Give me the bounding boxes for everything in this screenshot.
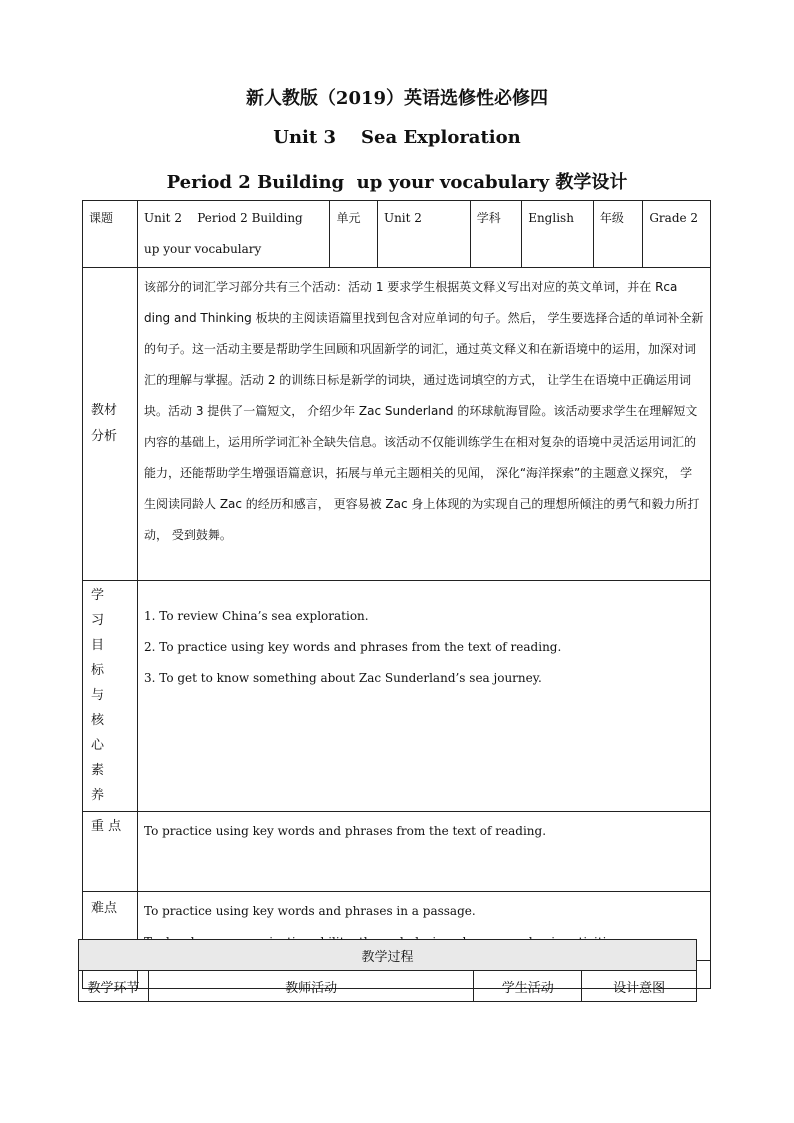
- process-title-row: [79, 940, 697, 971]
- goal-item: 2. To practice using key words and phrases from the text of reading.: [144, 640, 562, 654]
- goal-item: 3. To get to know something about Zac Sunderland’s sea journey.: [144, 671, 542, 685]
- column-header: 设计意图: [582, 971, 697, 1002]
- process-title: 教学过程: [79, 940, 697, 971]
- grade-value: Grade 2: [643, 201, 711, 268]
- column-header: 教师活动: [148, 971, 473, 1002]
- process-header-row: [79, 971, 697, 1002]
- goals-list: [138, 581, 711, 812]
- period-title: Period 2 Building up your vocabulary 教学设计: [166, 172, 628, 193]
- key-points-label: 重 点: [83, 812, 138, 892]
- unit-label: 单元: [330, 201, 377, 268]
- difficulties-label: 难点: [83, 892, 138, 961]
- topic-label: 课题: [83, 201, 138, 268]
- difficulty-item: To practice using key words and phrases in a passage.: [144, 904, 476, 918]
- key-points-text: To practice using key words and phrases from the text of reading.: [138, 812, 711, 892]
- analysis-row: [83, 268, 711, 581]
- goals-label: [83, 581, 138, 812]
- unit-value: Unit 2: [377, 201, 470, 268]
- unit-title: Unit 3 Sea Exploration: [273, 127, 521, 148]
- key-points-row: [83, 812, 711, 892]
- column-header: 教学环节: [79, 971, 149, 1002]
- teaching-process-table: [78, 939, 697, 1002]
- topic-value: Unit 2 Period 2 Building up your vocabulary: [138, 201, 330, 268]
- subject-value: English: [522, 201, 594, 268]
- analysis-label: [83, 268, 138, 581]
- analysis-text: 该部分的词汇学习部分共有三个活动：活动 1 要求学生根据英文释义写出对应的英文单词，并在 Rca ding and Thinking 板块的主阅读语篇里找到包含对应单词的句子。然后， 学生要选择合适的单词补全新的句子。这一活动主要是帮助学生回顾和巩固新学的词汇，通过英文释义和在新语境中的运用，加深对词汇的理解与掌握。活动 2 的训练日标是新学的词块，通过选词填空的方式， 让学生在语境中正确运用词块。活动 3 提供了一篇短文， 介绍少年 Zac Sunderland 的环球航海冒险。该活动要求学生在理解短文内容的基础上，运用所学词汇补全缺失信息。该活动不仅能训练学生在相对复杂的语境中灵活运用词汇的能力，还能帮助学生增强语篇意识，拓展与单元主题相关的见闻， 深化“海洋探索”的主题意义探究， 学生阅读同龄人 Zac 的经历和感言， 更容易被 Zac 身上体现的为实现自己的理想所倾注的勇气和毅力所打动， 受到鼓舞。: [138, 268, 711, 581]
- column-header: 学生活动: [474, 971, 582, 1002]
- goals-row: [83, 581, 711, 812]
- info-row: [83, 201, 711, 268]
- goals-label-text: 学习目标与核心素养: [91, 588, 117, 803]
- goal-item: 1. To review China’s sea exploration.: [144, 609, 369, 623]
- grade-label: 年级: [593, 201, 642, 268]
- lesson-info-table: [82, 200, 711, 989]
- document-title: 新人教版（2019）英语选修性必修四: [245, 88, 549, 109]
- analysis-label-text: 教材分析: [91, 403, 118, 444]
- subject-label: 学科: [470, 201, 521, 268]
